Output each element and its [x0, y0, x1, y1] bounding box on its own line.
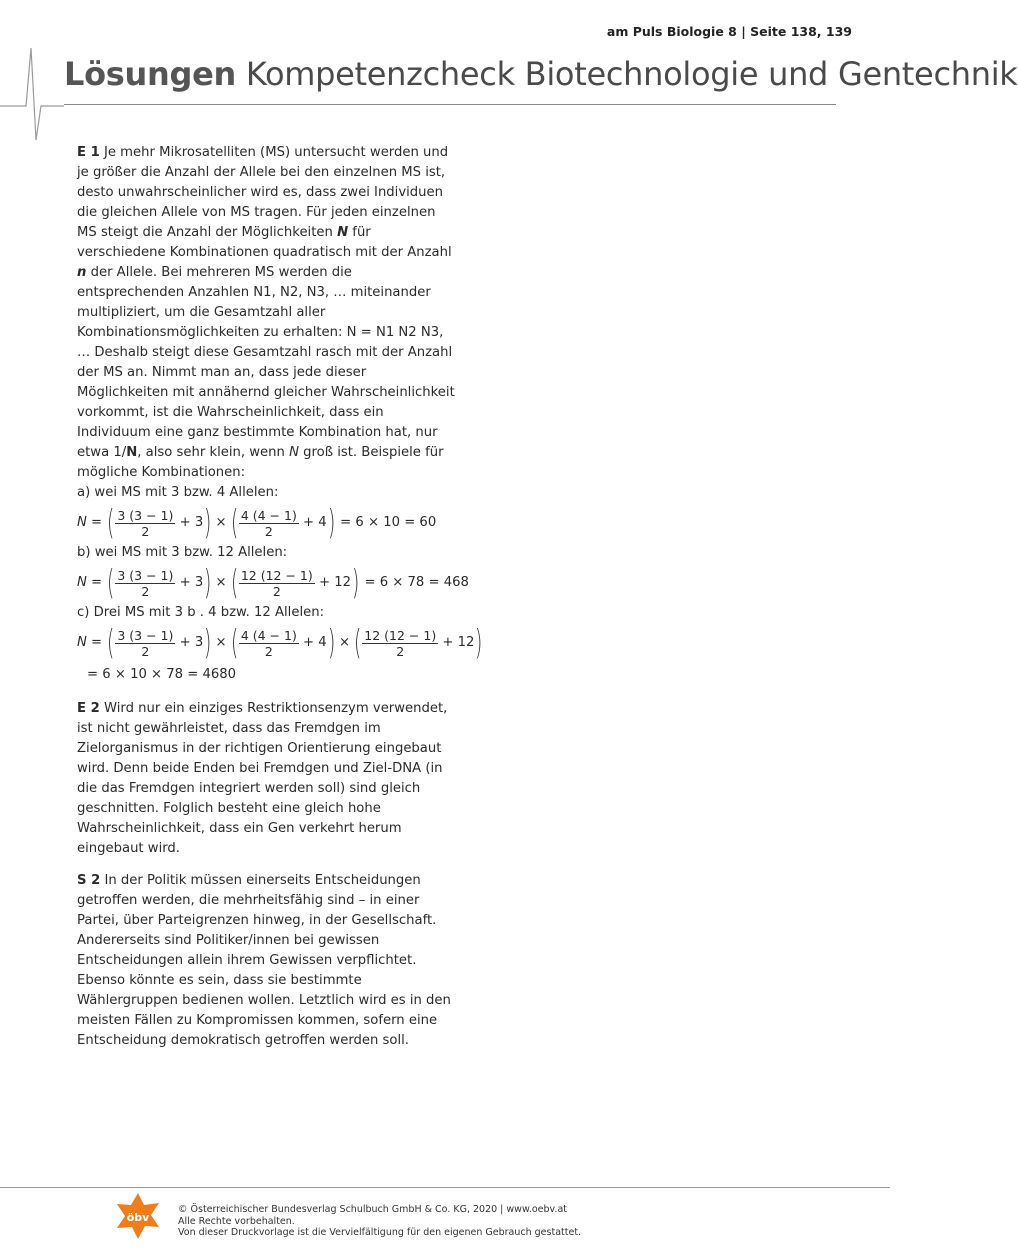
e1-var-N2: N: [126, 445, 138, 460]
frac-num: 3 (3 − 1): [117, 507, 174, 523]
frac-den: 2: [264, 523, 273, 539]
s2-code: S 2: [77, 873, 101, 888]
frac-num: 12 (12 − 1): [364, 627, 437, 643]
example-c-label: c) Drei MS mit 3 b . 4 bzw. 12 Allelen:: [77, 605, 325, 620]
times-op: ×: [338, 635, 351, 650]
logo-text: öbv: [126, 1211, 150, 1224]
equation-c-result: [77, 663, 457, 687]
frac-num: 4 (4 − 1): [240, 507, 297, 523]
times-op: ×: [215, 515, 227, 530]
frac-den: 2: [264, 643, 273, 659]
eq-b-result: = 6 × 78 = 468: [364, 575, 469, 590]
frac-den: 2: [141, 583, 150, 599]
footer: [178, 1204, 581, 1239]
eq-a-result: = 6 × 10 = 60: [340, 515, 437, 530]
fraction: [115, 568, 175, 599]
e1-text-d: , also sehr klein, wenn: [137, 445, 290, 460]
e1-var-n: n: [77, 265, 87, 280]
footer-permission: Von dieser Druckvorlage ist die Vervielfältigung für den eigenen Gebrauch gestattet.: [178, 1227, 582, 1238]
plus-term: + 12: [442, 635, 475, 650]
s2-paragraph: [77, 871, 457, 1051]
e2-text: Wird nur ein einziges Restriktionsenzym verwendet, ist nicht gewährleistet, dass das Fremdgen im Zielorganismus in der richtigen Orientierung eingebaut wird. Denn beide Enden bei Fremdgen und Ziel-DNA (in die das Fremdgen integriert werden soll) sind gleich geschnitten. Folglich besteht eine gleich hohe Wahrscheinlichkeit, dass ein Gen verkehrt herum eingebaut wird.: [77, 701, 448, 856]
eq-c-result: = 6 × 10 × 78 = 4680: [87, 667, 237, 682]
title-bold: Lösungen: [64, 55, 236, 93]
footer-rights: Alle Rechte vorbehalten.: [178, 1215, 295, 1227]
e2-code: E 2: [77, 701, 100, 716]
equation-c: N = ( $\frac{3 (3 - 1)}{2}$ + 3 ) × ( $\frac{4 (4 - 1)}{2}$ + 4 ) × ( $\frac{12 (12 - 1)}{2}$ + 12 ): [77, 623, 483, 663]
plus-term: + 4: [303, 515, 327, 530]
footer-copyright: © Österreichischer Bundesverlag Schulbuch GmbH & Co. KG, 2020 | www.oebv.at: [178, 1204, 567, 1215]
times-op: ×: [215, 575, 227, 590]
fraction: [362, 628, 438, 659]
frac-num: 3 (3 − 1): [117, 627, 174, 643]
title-divider: [64, 104, 836, 105]
eq-lhs: N =: [77, 575, 103, 590]
footer-divider: [0, 1187, 890, 1188]
eq-lhs: N =: [77, 515, 103, 530]
plus-term: + 3: [179, 515, 204, 530]
e1-paragraph: [77, 143, 457, 483]
e1-var-N3: N: [289, 445, 299, 460]
plus-term: + 12: [318, 575, 351, 590]
frac-den: 2: [396, 643, 405, 659]
fraction: [239, 628, 299, 659]
frac-den: 2: [141, 643, 150, 659]
fraction: [239, 568, 315, 599]
example-b-label: b) wei MS mit 3 bzw. 12 Allelen:: [77, 545, 288, 560]
plus-term: + 4: [303, 635, 327, 650]
e1-text-b: für verschiedene Kombinationen quadratisch mit der Anzahl: [77, 225, 452, 260]
plus-term: + 3: [179, 635, 204, 650]
times-op: ×: [215, 635, 227, 650]
frac-den: 2: [272, 583, 281, 599]
book-reference: am Puls Biologie 8 | Seite 138, 139: [606, 24, 852, 39]
s2-text: In der Politik müssen einerseits Entscheidungen getroffen werden, die mehrheitsfähig sind – in einer Partei, über Parteigrenzen hinweg, in der Gesellschaft. Andererseits sind Politiker/innen bei gewissen Entscheidungen allein ihrem Gewissen verpflichtet. Ebenso könnte es sein, dass sie bestimmte Wählergruppen bedienen wollen. Letztlich wird es in den meisten Fällen zu Kompromissen kommen, sofern eine Entscheidung demokratisch getroffen werden soll.: [77, 873, 451, 1048]
e1-text-a: Je mehr Mikrosatelliten (MS) untersucht werden und je größer die Anzahl der Allele bei den einzelnen MS ist, desto unwahrscheinlicher wird es, dass zwei Individuen die gleichen Allele von MS tragen. Für jeden einzelnen MS steigt die Anzahl der Möglichkeiten: [77, 145, 449, 240]
fraction: [115, 508, 175, 539]
example-a-label: a) wei MS mit 3 bzw. 4 Allelen:: [77, 485, 279, 500]
frac-num: 4 (4 − 1): [240, 627, 297, 643]
fraction: [239, 508, 299, 539]
e1-var-N: N: [337, 225, 349, 240]
frac-num: 3 (3 − 1): [117, 567, 174, 583]
e1-code: E 1: [77, 145, 100, 160]
eq-lhs: N =: [77, 635, 103, 650]
heartbeat-line-graphic: [0, 40, 64, 150]
e1-text-c: der Allele. Bei mehreren MS werden die entsprechenden Anzahlen N1, N2, N3, … miteinander multipliziert, um die Gesamtzahl aller Kombinationsmöglichkeiten zu erhalten: N = N1 N2 N3, … Deshalb steigt diese Gesamtzahl rasch mit der Anzahl der MS an. Nimmt man an, dass jede dieser Möglichkeiten mit annähernd gleicher Wahrscheinlichkeit vorkommt, ist die Wahrscheinlichkeit, dass ein Individuum eine ganz bestimmte Kombination hat, nur etwa 1/: [77, 265, 455, 460]
page-title: [64, 55, 1018, 93]
equation-b: N = ( $\frac{3 (3 - 1)}{2}$ + 3 ) × ( $\frac{12 (12 - 1)}{2}$ + 12 ) = 6 × 78 = 468: [77, 563, 469, 603]
publisher-logo: [117, 1193, 159, 1239]
title-rest: Kompetenzcheck Biotechnologie und Gentechnik: [245, 55, 1018, 93]
e2-paragraph: [77, 699, 457, 859]
plus-term: + 3: [179, 575, 204, 590]
content-column: [77, 143, 483, 1063]
frac-num: 12 (12 − 1): [240, 567, 313, 583]
frac-den: 2: [141, 523, 150, 539]
e1-text-e: groß ist. Beispiele für mögliche Kombinationen:: [77, 445, 444, 480]
fraction: [115, 628, 175, 659]
equation-a: N = ( $\frac{3 (3 - 1)}{2}$ + 3 ) × ( $\frac{4 (4 - 1)}{2}$ + 4 ) = 6 × 10 = 60: [77, 503, 437, 543]
